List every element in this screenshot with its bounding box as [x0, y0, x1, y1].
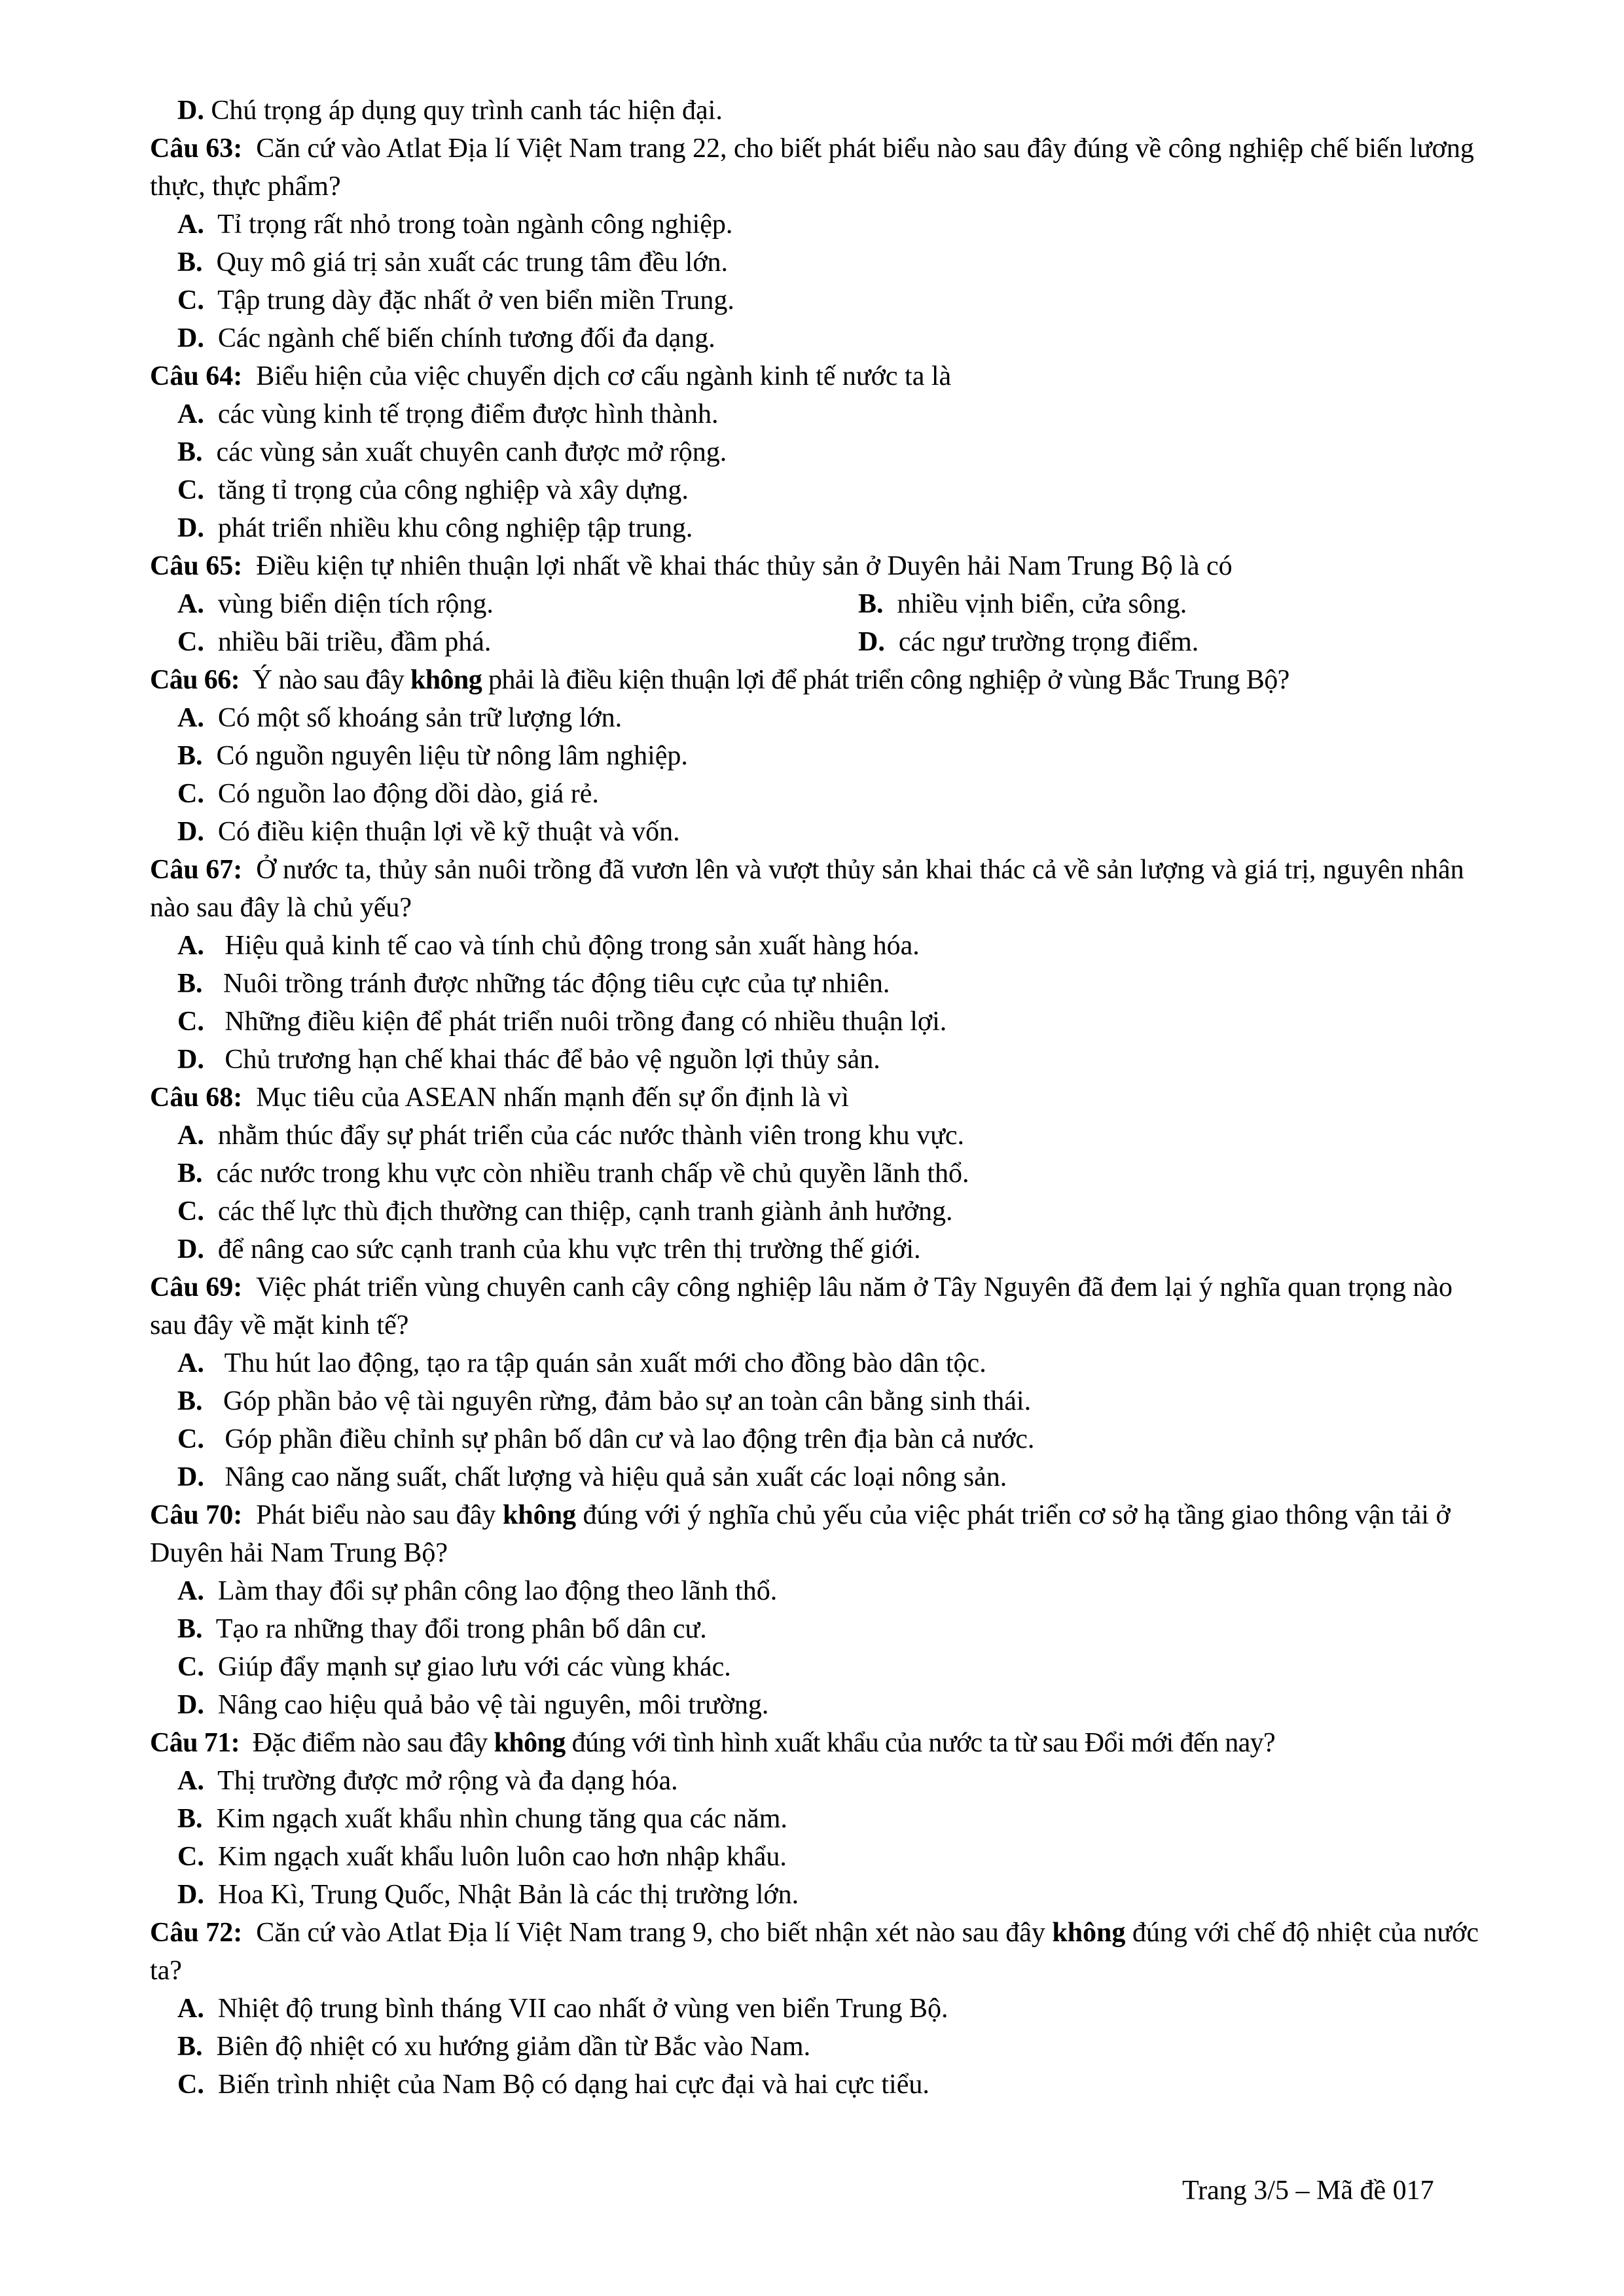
question-text: đúng với chế độ nhiệt của nước ta?: [150, 1918, 1479, 1986]
option-letter: B.: [177, 2032, 203, 2062]
option-text: Tỉ trọng rất nhỏ trong toàn ngành công nghiệp.: [217, 209, 733, 240]
option-letter: D.: [177, 1880, 204, 1910]
option-text: phát triển nhiều khu công nghiệp tập trung.: [217, 513, 693, 543]
question-66: [150, 661, 1485, 851]
option-letter: A.: [177, 703, 204, 733]
emphasis-khong: không: [494, 1728, 566, 1758]
question-text: Căn cứ vào Atlat Địa lí Việt Nam trang 9, cho biết nhận xét nào sau đây: [256, 1918, 1045, 1948]
option-letter: B.: [177, 437, 203, 467]
question-65: [150, 547, 1485, 661]
option-letter: C.: [177, 627, 204, 657]
question-69: [150, 1268, 1485, 1496]
option-text: Những điều kiện để phát triển nuôi trồng đang có nhiều thuận lợi.: [225, 1007, 947, 1037]
option-text: Có nguồn lao động dồi dào, giá rẻ.: [217, 779, 599, 809]
option-text: Nhiệt độ trung bình tháng VII cao nhất ở vùng ven biển Trung Bộ.: [217, 1994, 948, 2024]
question-text: phải là điều kiện thuận lợi để phát triển công nghiệp ở vùng Bắc Trung Bộ?: [488, 665, 1290, 695]
option-text: Hoa Kì, Trung Quốc, Nhật Bản là các thị trường lớn.: [217, 1880, 799, 1910]
question-63: [150, 130, 1485, 357]
question-64: [150, 357, 1485, 547]
question-text: Ý nào sau đây: [252, 665, 405, 695]
question-number: Câu 71:: [150, 1728, 240, 1758]
option-text: các vùng sản xuất chuyên canh được mở rộng.: [216, 437, 727, 467]
option-text: vùng biển diện tích rộng.: [217, 589, 494, 619]
option-letter: C.: [177, 1196, 204, 1227]
option-text: Biên độ nhiệt có xu hướng giảm dần từ Bắc vào Nam.: [216, 2032, 811, 2062]
option-letter: A.: [177, 589, 204, 619]
option-letter: B.: [177, 1614, 203, 1644]
option-letter: D.: [177, 96, 204, 126]
option-text: Hiệu quả kinh tế cao và tính chủ động trong sản xuất hàng hóa.: [225, 931, 920, 961]
option-text: Kim ngạch xuất khẩu nhìn chung tăng qua các năm.: [216, 1804, 787, 1834]
option-text: nhiều vịnh biển, cửa sông.: [897, 589, 1187, 619]
option-letter: B.: [177, 247, 203, 278]
option-text: Chủ trương hạn chế khai thác để bảo vệ nguồn lợi thủy sản.: [225, 1045, 880, 1075]
question-text: Ở nước ta, thủy sản nuôi trồng đã vươn lên và vượt thủy sản khai thác cả về sản lượng và giá trị, nguyên nhân nào sau đây là chủ yếu?: [150, 855, 1464, 923]
option-letter: C.: [177, 1842, 204, 1872]
option-letter: B.: [177, 1386, 203, 1416]
option-text: các ngư trường trọng điểm.: [898, 627, 1199, 657]
option-letter: C.: [177, 779, 204, 809]
question-text: Phát biểu nào sau đây: [256, 1500, 496, 1530]
option-letter: B.: [177, 741, 203, 771]
question-number: Câu 70:: [150, 1500, 243, 1530]
option-letter: A.: [177, 1576, 204, 1606]
option-text: Kim ngạch xuất khẩu luôn luôn cao hơn nhập khẩu.: [217, 1842, 787, 1872]
question-68: [150, 1079, 1485, 1268]
option-letter: C.: [177, 1652, 204, 1682]
option-letter: C.: [177, 475, 204, 505]
option-letter: A.: [177, 399, 204, 429]
answer-option: [177, 92, 1485, 130]
emphasis-khong: không: [410, 665, 482, 695]
question-text: Đặc điểm nào sau đây: [252, 1728, 488, 1758]
option-text: để nâng cao sức cạnh tranh của khu vực trên thị trường thế giới.: [217, 1234, 921, 1265]
option-text: Tập trung dày đặc nhất ở ven biển miền Trung.: [217, 285, 734, 315]
option-letter: B.: [858, 589, 884, 619]
option-letter: D.: [177, 1690, 204, 1720]
exam-page: [150, 92, 1485, 2104]
option-letter: D.: [177, 513, 204, 543]
question-text: Việc phát triển vùng chuyên canh cây công nghiệp lâu năm ở Tây Nguyên đã đem lại ý nghĩa quan trọng nào sau đây về mặt kinh tế?: [150, 1272, 1453, 1340]
option-letter: D.: [177, 1045, 204, 1075]
question-text: Điều kiện tự nhiên thuận lợi nhất về khai thác thủy sản ở Duyên hải Nam Trung Bộ là có: [256, 551, 1233, 581]
option-letter: C.: [177, 1007, 204, 1037]
question-70: [150, 1496, 1485, 1724]
option-letter: A.: [177, 1348, 204, 1378]
question-text: Mục tiêu của ASEAN nhấn mạnh đến sự ổn định là vì: [256, 1083, 849, 1113]
option-letter: A.: [177, 1121, 204, 1151]
option-text: Có điều kiện thuận lợi về kỹ thuật và vốn.: [217, 817, 680, 847]
option-text: Làm thay đổi sự phân công lao động theo lãnh thổ.: [217, 1576, 778, 1606]
option-letter: A.: [177, 209, 204, 240]
question-text: Căn cứ vào Atlat Địa lí Việt Nam trang 22, cho biết phát biểu nào sau đây đúng về công nghiệp chế biến lương thực, thực phẩm?: [150, 134, 1474, 202]
question-number: Câu 72:: [150, 1918, 243, 1948]
option-text: Nuôi trồng tránh được những tác động tiêu cực của tự nhiên.: [223, 969, 890, 999]
question-67: [150, 851, 1485, 1079]
question-number: Câu 64:: [150, 361, 243, 391]
option-text: các thế lực thù địch thường can thiệp, cạnh tranh giành ảnh hưởng.: [217, 1196, 953, 1227]
option-letter: A.: [177, 931, 204, 961]
option-letter: C.: [177, 285, 204, 315]
question-number: Câu 69:: [150, 1272, 243, 1302]
question-71: [150, 1724, 1485, 1914]
question-text: đúng với ý nghĩa chủ yếu của việc phát triển cơ sở hạ tầng giao thông vận tải ở Duyên hải Nam Trung Bộ?: [150, 1500, 1451, 1568]
option-text: Góp phần điều chỉnh sự phân bố dân cư và lao động trên địa bàn cả nước.: [225, 1424, 1035, 1454]
option-letter: A.: [177, 1994, 204, 2024]
question-72: [150, 1914, 1485, 2104]
option-letter: C.: [177, 1424, 204, 1454]
option-text: Có nguồn nguyên liệu từ nông lâm nghiệp.: [216, 741, 688, 771]
option-letter: B.: [177, 1158, 203, 1189]
option-text: các vùng kinh tế trọng điểm được hình thành.: [217, 399, 719, 429]
question-number: Câu 66:: [150, 665, 240, 695]
option-text: nhằm thúc đẩy sự phát triển của các nước thành viên trong khu vực.: [217, 1121, 964, 1151]
emphasis-khong: không: [1052, 1918, 1126, 1948]
option-text: Nâng cao hiệu quả bảo vệ tài nguyên, môi trường.: [217, 1690, 769, 1720]
page-footer: Trang 3/5 – Mã đề 017: [1182, 2176, 1434, 2206]
question-number: Câu 65:: [150, 551, 243, 581]
question-number: Câu 68:: [150, 1083, 243, 1113]
option-text: Quy mô giá trị sản xuất các trung tâm đều lớn.: [216, 247, 729, 278]
option-letter: D.: [177, 323, 204, 353]
option-letter: C.: [177, 2070, 204, 2100]
option-letter: D.: [177, 1234, 204, 1265]
option-text: Có một số khoáng sản trữ lượng lớn.: [217, 703, 623, 733]
option-text: các nước trong khu vực còn nhiều tranh chấp về chủ quyền lãnh thổ.: [216, 1158, 969, 1189]
question-text: Biểu hiện của việc chuyển dịch cơ cấu ngành kinh tế nước ta là: [256, 361, 952, 391]
option-text: Biến trình nhiệt của Nam Bộ có dạng hai cực đại và hai cực tiểu.: [217, 2070, 929, 2100]
option-letter: A.: [177, 1766, 204, 1796]
option-letter: B.: [177, 1804, 203, 1834]
option-text: Các ngành chế biến chính tương đối đa dạng.: [217, 323, 715, 353]
option-text: Nâng cao năng suất, chất lượng và hiệu quả sản xuất các loại nông sản.: [225, 1462, 1007, 1492]
option-text: Tạo ra những thay đổi trong phân bố dân cư.: [215, 1614, 707, 1644]
option-letter: D.: [177, 1462, 204, 1492]
question-number: Câu 67:: [150, 855, 243, 885]
option-text: tăng tỉ trọng của công nghiệp và xây dựng.: [217, 475, 689, 505]
question-text: đúng với tình hình xuất khẩu của nước ta từ sau Đổi mới đến nay?: [571, 1728, 1276, 1758]
question-number: Câu 63:: [150, 134, 243, 164]
option-letter: D.: [177, 817, 204, 847]
option-text: Chú trọng áp dụng quy trình canh tác hiện đại.: [211, 96, 723, 126]
option-text: Thu hút lao động, tạo ra tập quán sản xuất mới cho đồng bào dân tộc.: [224, 1348, 986, 1378]
option-letter: B.: [177, 969, 203, 999]
option-text: nhiều bãi triều, đầm phá.: [217, 627, 492, 657]
option-text: Góp phần bảo vệ tài nguyên rừng, đảm bảo sự an toàn cân bằng sinh thái.: [223, 1386, 1032, 1416]
option-text: Giúp đẩy mạnh sự giao lưu với các vùng khác.: [217, 1652, 731, 1682]
option-letter: D.: [858, 627, 885, 657]
emphasis-khong: không: [502, 1500, 577, 1530]
option-text: Thị trường được mở rộng và đa dạng hóa.: [217, 1766, 678, 1796]
